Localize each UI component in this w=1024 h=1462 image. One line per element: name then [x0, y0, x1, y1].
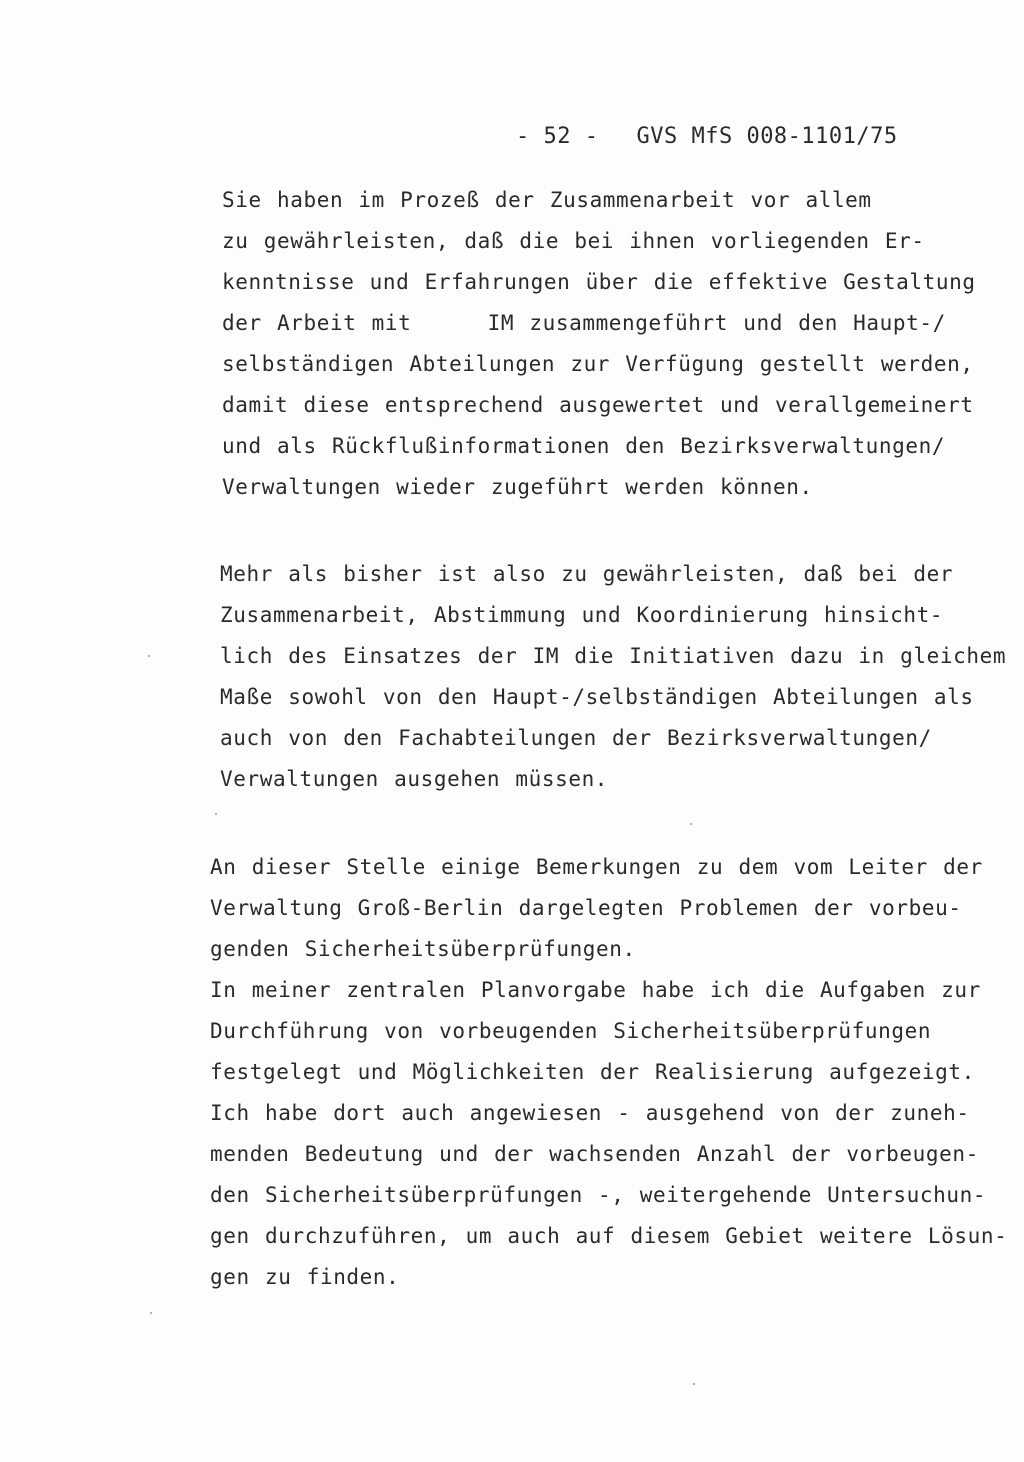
- scan-speck: [690, 823, 692, 825]
- text-line: den Sicherheitsüberprüfungen -, weitergehende Untersuchun-: [210, 1183, 987, 1207]
- text-line: Ich habe dort auch angewiesen - ausgehend von der zuneh-: [210, 1101, 970, 1125]
- scan-speck: [148, 655, 150, 657]
- text-line: An dieser Stelle einige Bemerkungen zu dem vom Leiter der: [210, 855, 983, 879]
- text-line: gen zu finden.: [210, 1265, 400, 1289]
- page-number: - 52 -: [516, 124, 599, 149]
- paragraph-2: [220, 554, 1006, 800]
- text-line: Verwaltung Groß-Berlin dargelegten Problemen der vorbeu-: [210, 896, 962, 920]
- text-line: damit diese entsprechend ausgewertet und verallgemeinert: [222, 393, 974, 417]
- text-line: Mehr als bisher ist also zu gewährleisten, daß bei der: [220, 562, 954, 586]
- text-line: Sie haben im Prozeß der Zusammenarbeit vor allem: [222, 188, 872, 212]
- text-line: lich des Einsatzes der IM die Initiativen dazu in gleichem: [220, 644, 1007, 668]
- document-id: GVS MfS 008-1101/75: [636, 124, 898, 149]
- paragraph-3: [210, 847, 1007, 1298]
- text-line: Maße sowohl von den Haupt-/selbständigen Abteilungen als: [220, 685, 974, 709]
- text-line: festgelegt und Möglichkeiten der Realisierung aufgezeigt.: [210, 1060, 975, 1084]
- text-line: auch von den Fachabteilungen der Bezirksverwaltungen/: [220, 726, 932, 750]
- scan-speck: [150, 1312, 152, 1314]
- text-line: Zusammenarbeit, Abstimmung und Koordinierung hinsicht-: [220, 603, 944, 627]
- text-line: genden Sicherheitsüberprüfungen.: [210, 937, 636, 961]
- page-header: [516, 124, 898, 149]
- paragraph-1: [222, 180, 976, 508]
- scan-speck: [693, 1383, 695, 1385]
- scan-speck: [215, 813, 217, 815]
- text-line: gen durchzuführen, um auch auf diesem Gebiet weitere Lösun-: [210, 1224, 1008, 1248]
- text-line: kenntnisse und Erfahrungen über die effektive Gestaltung: [222, 270, 976, 294]
- text-line: selbständigen Abteilungen zur Verfügung gestellt werden,: [222, 352, 974, 376]
- text-line: menden Bedeutung und der wachsenden Anzahl der vorbeugen-: [210, 1142, 979, 1166]
- text-line: Verwaltungen ausgehen müssen.: [220, 767, 609, 791]
- text-line: Verwaltungen wieder zugeführt werden können.: [222, 475, 813, 499]
- text-line: der Arbeit mit IM zusammengeführt und den Haupt-/: [222, 311, 946, 335]
- text-line: und als Rückflußinformationen den Bezirksverwaltungen/: [222, 434, 946, 458]
- text-line: Durchführung von vorbeugenden Sicherheitsüberprüfungen: [210, 1019, 932, 1043]
- text-line: zu gewährleisten, daß die bei ihnen vorliegenden Er-: [222, 229, 925, 253]
- text-line: In meiner zentralen Planvorgabe habe ich die Aufgaben zur: [210, 978, 981, 1002]
